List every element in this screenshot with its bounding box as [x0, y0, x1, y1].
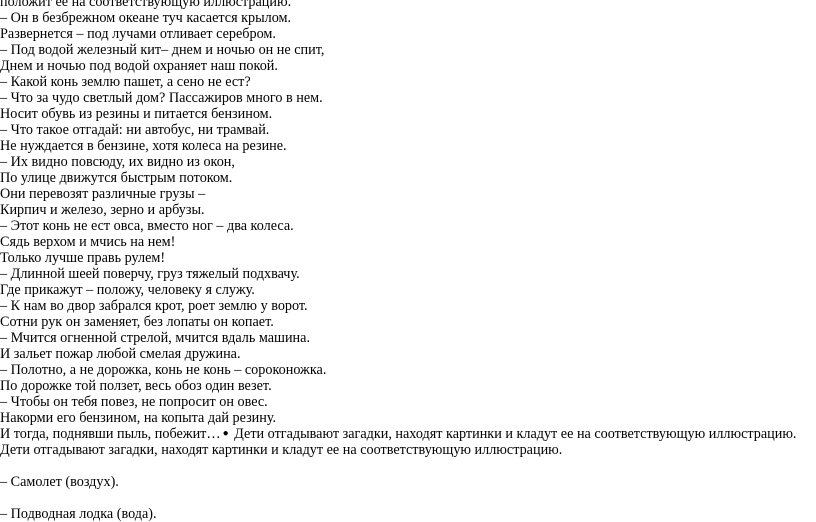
text-line: – Под водой железный кит– днем и ночью он не спит, — [0, 42, 325, 58]
text-line: Днем и ночью под водой охраняет наш покой. — [0, 58, 278, 74]
text-line: И зальет пожар любой смелая дружина. — [0, 346, 241, 362]
text-line: Развернется – под лучами отливает серебром. — [0, 26, 276, 42]
mixed-line-before: И тогда, поднявши пыль, побежит… — [0, 426, 221, 442]
mixed-text-line — [0, 426, 816, 442]
text-line: – Что за чудо светлый дом? Пассажиров много в нем. — [0, 90, 323, 106]
text-line: – Какой конь землю пашет, а сено не ест? — [0, 74, 251, 90]
text-line: – Чтобы он тебя повез, не попросит он овес. — [0, 394, 268, 410]
text-line: – Длинной шеей поверчу, груз тяжелый подхвачу. — [0, 266, 300, 282]
text-line: По улице движутся быстрым потоком. — [0, 170, 233, 186]
blank-line — [0, 458, 816, 474]
text-line: Сотни рук он заменяет, без лопаты он копает. — [0, 314, 274, 330]
blank-line — [0, 490, 816, 506]
text-line: – Мчится огненной стрелой, мчится вдаль машина. — [0, 330, 310, 346]
answer-line: – Самолет (воздух). — [0, 474, 119, 490]
text-line: По дорожке той ползет, весь обоз один везет. — [0, 378, 272, 394]
text-line: – Этот конь не ест овса, вместо ног – два колеса. — [0, 218, 294, 234]
answer-line: – Подводная лодка (вода). — [0, 506, 157, 522]
text-line: Не нуждается в бензине, хотя колеса на резине. — [0, 138, 287, 154]
text-line: Только лучше правь рулем! — [0, 250, 166, 266]
text-line: – Что такое отгадай: ни автобус, ни трамвай. — [0, 122, 270, 138]
text-line: – Их видно повсюду, их видно из окон, — [0, 154, 235, 170]
text-line: положит ее на соответствующую иллюстрацию. — [0, 0, 292, 10]
text-line: Сядь верхом и мчись на нем! — [0, 234, 176, 250]
text-line: Они перевозят различные грузы – — [0, 186, 206, 202]
text-line: – К нам во двор забрался крот, роет землю у ворот. — [0, 298, 308, 314]
text-line: Накорми его бензином, на копыта дай резину. — [0, 410, 277, 426]
text-line: – Полотно, а не дорожка, конь не конь – сороконожка. — [0, 362, 327, 378]
text-line: Кирпич и железо, зерно и арбузы. — [0, 202, 205, 218]
text-line: Носит обувь из резины и питается бензином. — [0, 106, 273, 122]
mixed-line-after: Дети отгадывают загадки, находят картинки и кладут ее на соответствующую иллюстрацию. — [230, 426, 797, 442]
text-line: Дети отгадывают загадки, находят картинки и кладут ее на соответствующую иллюстрацию. — [0, 442, 563, 458]
text-line: Где прикажут – положу, человеку я служу. — [0, 282, 255, 298]
bullet-icon: ● — [222, 428, 229, 439]
text-line: – Он в безбрежном океане туч касается крылом. — [0, 10, 292, 26]
